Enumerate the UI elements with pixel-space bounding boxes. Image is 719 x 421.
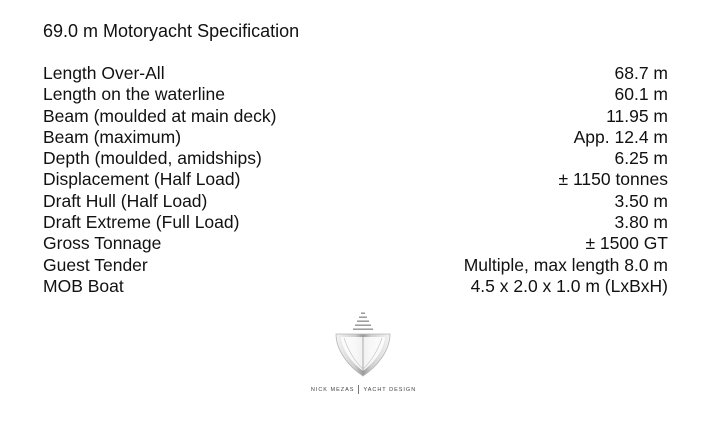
spec-row (43, 169, 668, 190)
logo-wordmark (296, 385, 431, 394)
spec-value: 3.50 m (614, 190, 668, 211)
spec-value: Multiple, max length 8.0 m (463, 254, 668, 275)
logo-text-left: NICK MEZAS (310, 386, 355, 393)
spec-row (43, 276, 668, 297)
spec-label: Guest Tender (43, 254, 148, 275)
page-title: 69.0 m Motoryacht Specification (43, 21, 300, 41)
spec-label: MOB Boat (43, 275, 124, 296)
spec-row (43, 84, 668, 105)
spec-row (43, 191, 668, 212)
spec-value: ± 1150 tonnes (558, 169, 668, 190)
spec-label: Beam (moulded at main deck) (43, 105, 277, 126)
spec-row (43, 63, 668, 84)
spec-label: Displacement (Half Load) (43, 169, 241, 190)
spec-label: Length Over-All (43, 63, 165, 83)
spec-label: Gross Tonnage (43, 233, 162, 254)
spec-row (43, 212, 668, 233)
spec-value: 68.7 m (614, 63, 668, 83)
spec-row (43, 233, 668, 254)
spec-value: 3.80 m (614, 212, 668, 233)
spec-value: App. 12.4 m (573, 126, 668, 147)
spec-row (43, 148, 668, 169)
spec-value: 6.25 m (614, 148, 668, 169)
yacht-bow-icon (328, 310, 398, 384)
spec-value: 4.5 x 2.0 x 1.0 m (LxBxH) (470, 275, 668, 296)
company-logo (296, 310, 431, 400)
spec-label: Length on the waterline (43, 84, 225, 105)
spec-label: Draft Extreme (Full Load) (43, 212, 240, 233)
spec-label: Depth (moulded, amidships) (43, 148, 262, 169)
spec-row (43, 106, 668, 127)
spec-label: Beam (maximum) (43, 126, 182, 147)
logo-divider (358, 385, 359, 394)
spec-row (43, 255, 668, 276)
spec-row (43, 127, 668, 148)
logo-text-right: YACHT DESIGN (363, 386, 417, 393)
spec-value: 11.95 m (606, 105, 668, 126)
spec-label: Draft Hull (Half Load) (43, 190, 208, 211)
spec-value: ± 1500 GT (585, 233, 668, 254)
spec-value: 60.1 m (614, 84, 668, 105)
spec-table (43, 63, 668, 297)
